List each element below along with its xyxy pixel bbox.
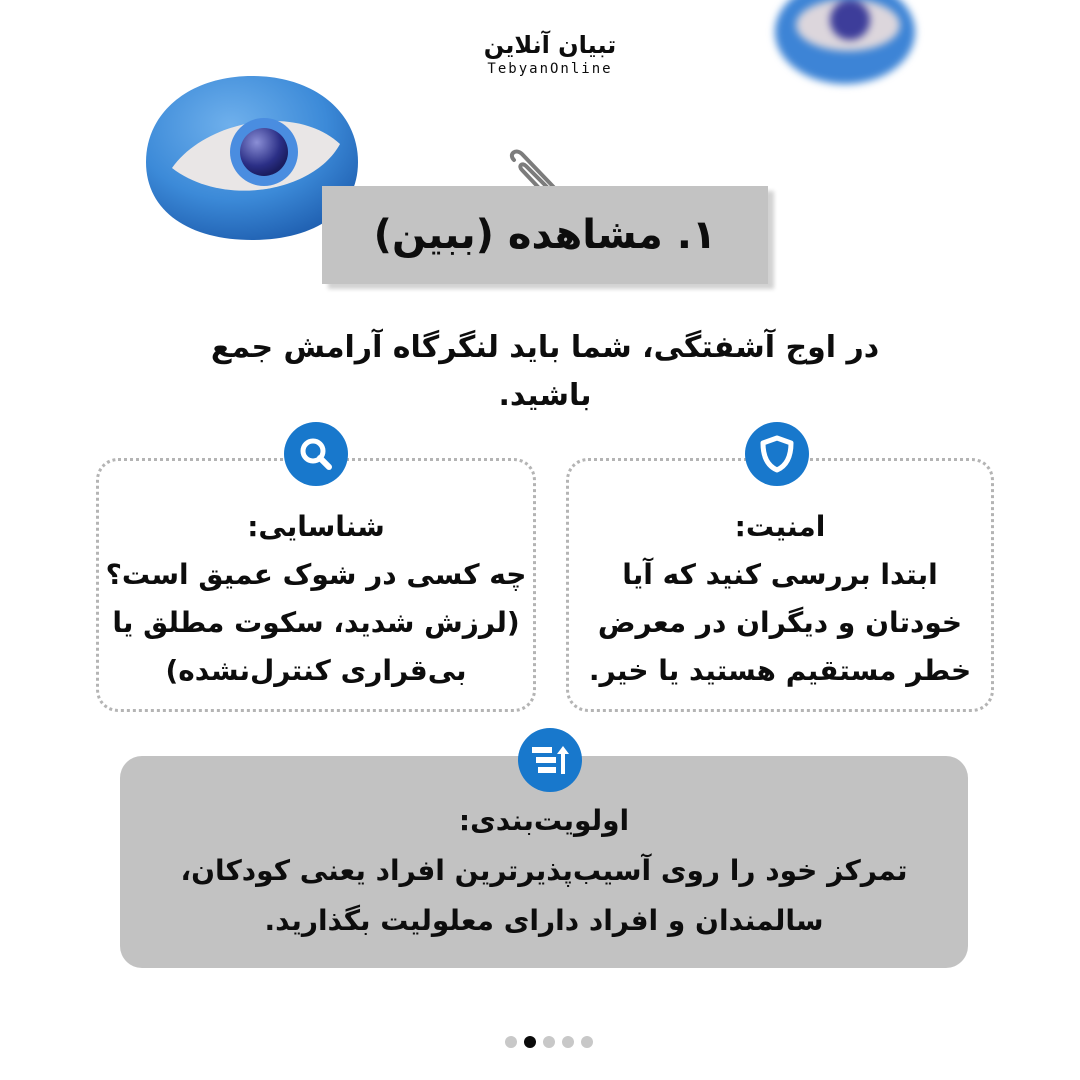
search-icon: [284, 422, 348, 486]
page-title: ۱. مشاهده (ببین): [373, 212, 717, 258]
security-line: خطر مستقیم هستید یا خیر.: [588, 654, 972, 687]
priority-heading: اولویت‌بندی:: [458, 804, 630, 837]
priority-line: سالمندان و افراد دارای معلولیت بگذارید.: [264, 904, 824, 937]
priority-sort-icon: [518, 728, 582, 792]
pagination-dot[interactable]: [505, 1036, 517, 1048]
security-card: [566, 458, 994, 712]
brand-name-fa: تبیان آنلاین: [483, 31, 617, 59]
security-line: خودتان و دیگران در معرض: [597, 606, 963, 639]
pagination-dot-active[interactable]: [524, 1036, 536, 1048]
subtitle: در اوج آشفتگی، شما باید لنگرگاه آرامش جمع باشید.: [210, 330, 880, 413]
priority-line: تمرکز خود را روی آسیب‌پذیرترین افراد یعنی کودکان،: [180, 854, 908, 887]
pagination-dot[interactable]: [543, 1036, 555, 1048]
security-line: ابتدا بررسی کنید که آیا: [622, 558, 938, 591]
carousel-pagination: [505, 1036, 593, 1048]
security-heading: امنیت:: [734, 510, 826, 543]
identification-line: بی‌قراری کنترل‌نشده): [165, 654, 467, 687]
identification-line: چه کسی در شوک عمیق است؟: [105, 558, 527, 591]
title-banner: [322, 186, 768, 284]
identification-line: (لرزش شدید، سکوت مطلق یا: [112, 606, 520, 639]
shield-icon: [745, 422, 809, 486]
identification-card: [96, 458, 536, 712]
pagination-dot[interactable]: [581, 1036, 593, 1048]
brand-name-en: TebyanOnline: [487, 61, 613, 77]
pagination-dot[interactable]: [562, 1036, 574, 1048]
identification-heading: شناسایی:: [247, 510, 385, 543]
brand-logo: [470, 30, 630, 78]
blurred-eye-icon: [770, 0, 920, 90]
